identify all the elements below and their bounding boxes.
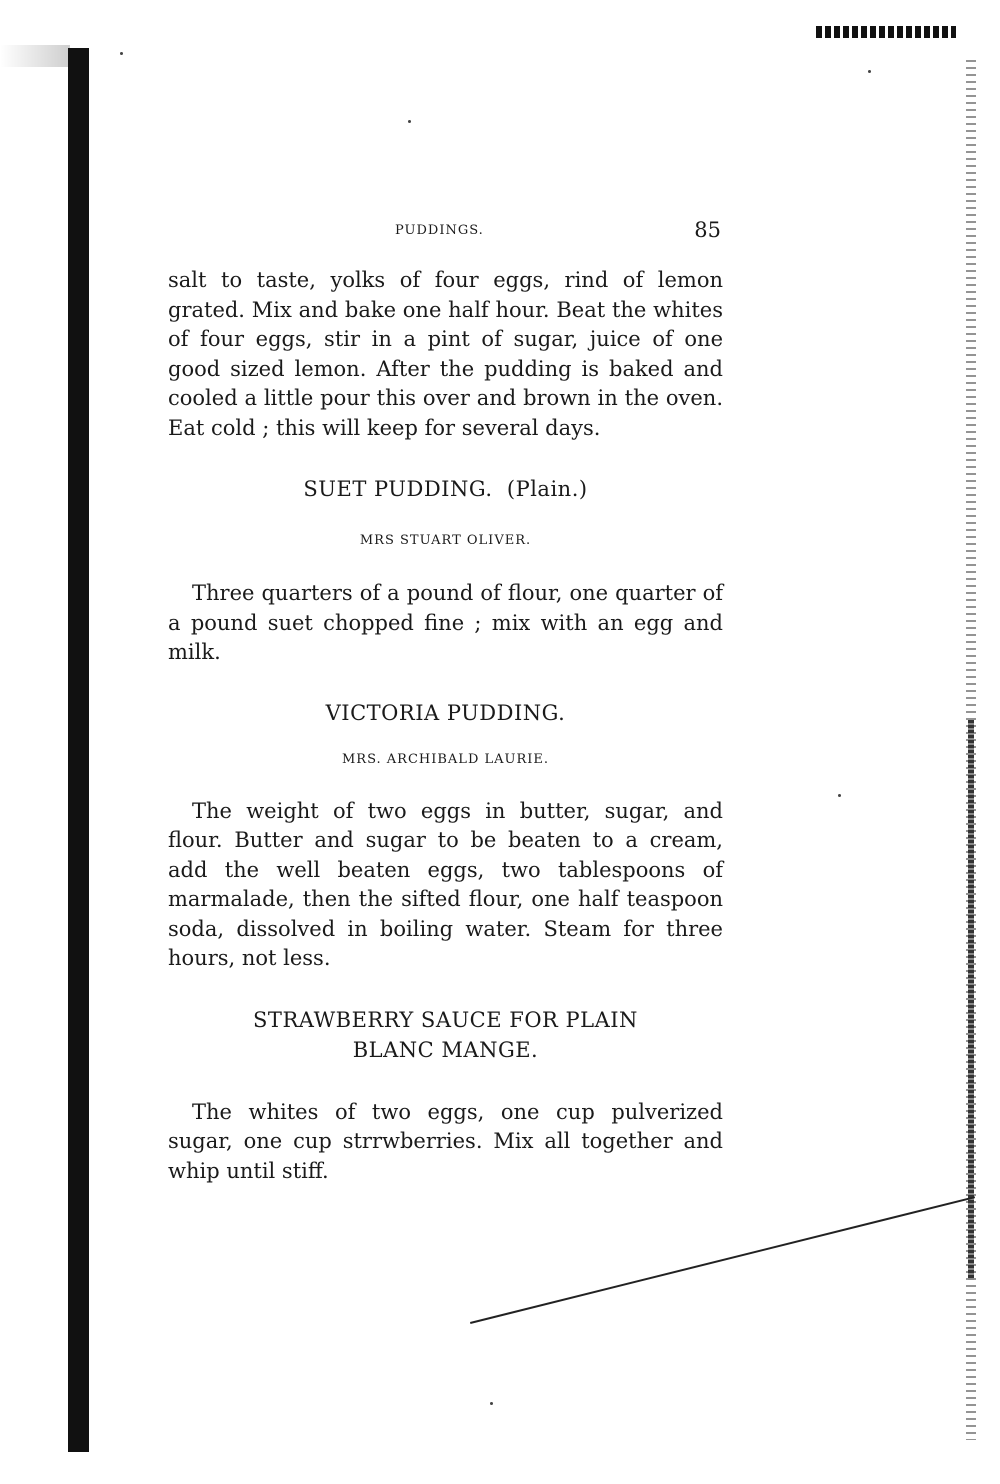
recipe-title [168,1005,723,1065]
recipe-title: VICTORIA PUDDING. [325,700,566,725]
scan-speck [838,794,841,797]
page-number: 85 [694,218,721,242]
scan-speck [490,1402,493,1405]
recipe-author: MRS. ARCHIBALD LAURIE. [341,751,550,767]
scan-crease-line [470,1196,975,1324]
recipe-body: The whites of two eggs, one cup pulverized sugar, one cup strrwberries. Mix all together and whip until stiff. [168,1099,723,1183]
running-header [168,212,723,248]
recipe-body: Three quarters of a pound of flour, one quarter of a pound suet chopped fine ; mix with an egg and milk. [168,581,723,664]
scan-shadow [0,45,70,67]
binding-gutter-bar [68,48,89,1452]
recipe-title-text: SUET PUDDING. [303,477,493,501]
scan-edge-marks [816,26,956,38]
recipe-title-line: BLANC MANGE. [352,1037,539,1062]
scan-speck [120,52,123,55]
recipe-title [168,474,723,504]
scan-speck [408,120,411,123]
scan-speck [868,70,871,73]
continuation-paragraph: salt to taste, yolks of four eggs, rind of lemon grated. Mix and bake one half hour. Beat the whites of four eggs, stir in a pint of sugar, juice of one good sized lemon. After the pudding is baked and cooled a little pour this over and brown in the oven. Eat cold ; this will keep for several days. [168,268,723,440]
recipe-subtitle: (Plain.) [506,477,588,501]
recipe-author: MRS STUART OLIVER. [359,533,532,548]
recipe-body: The weight of two eggs in butter, sugar, and flour. Butter and sugar to be beaten to a cream, add the well beaten eggs, two tablespoons of marmalade, then the sifted flour, one half teaspoon soda, dissolved in boiling water. Steam for three hours, not less. [168,798,723,970]
running-title: PUDDINGS. [395,223,484,238]
recipe-title-line: STRAWBERRY SAUCE FOR PLAIN [253,1007,638,1032]
page-content [168,212,723,1186]
